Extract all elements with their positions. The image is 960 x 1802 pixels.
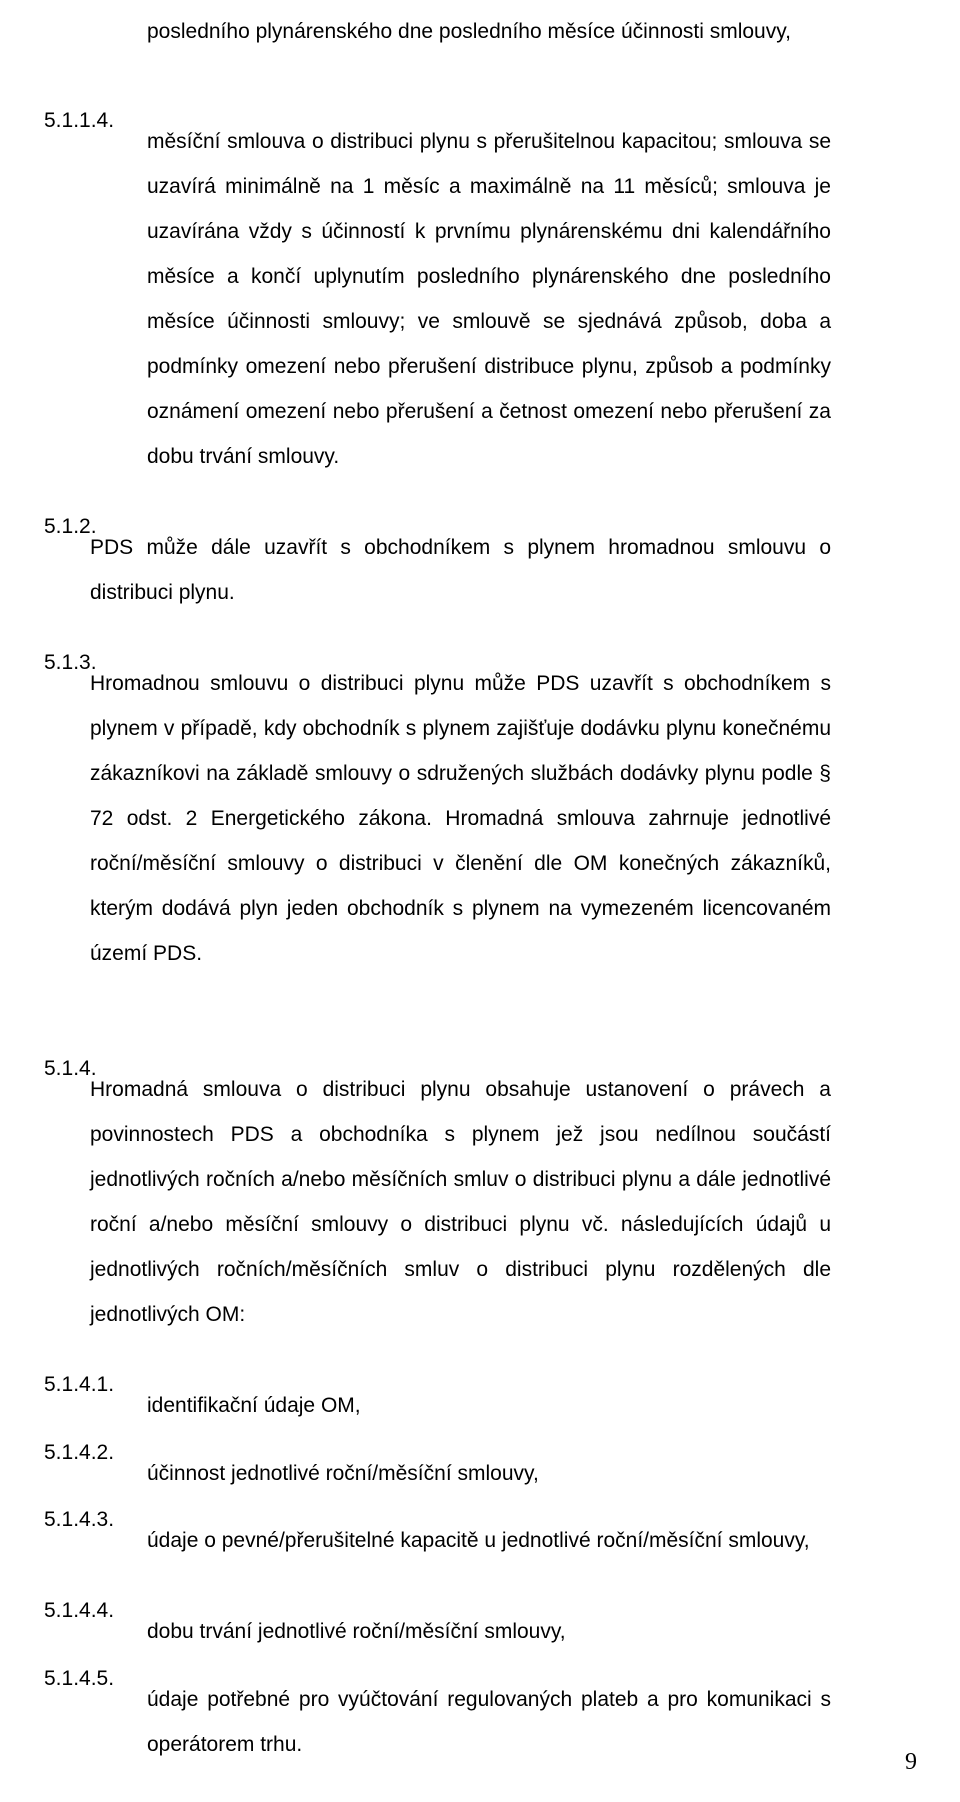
continuation-text: posledního plynárenského dne posledního měsíce účinnosti smlouvy, [147, 20, 792, 43]
clause-text-5-1-4: Hromadná smlouva o distribuci plynu obsahuje ustanovení o právech a povinnostech PDS a obchodníka s plynem jež jsou nedílnou součástí jednotlivých ročních a/nebo měsíčních smluv o distribuci plynu a dále jednotlivé roční a/nebo měsíční smlouvy o distribuci plynu vč. následujících údajů u jednotlivých ročních/měsíčních smluv o distribuci plynu rozdělených dle jednotlivých OM: [90, 1078, 831, 1326]
clause-number-5-1-4: 5.1.4. [44, 1057, 97, 1080]
clause-number-5-1-4-2: 5.1.4.2. [44, 1441, 115, 1464]
clause-number-5-1-4-1: 5.1.4.1. [44, 1373, 115, 1396]
clause-number-5-1-3: 5.1.3. [44, 651, 97, 674]
clause-number-5-1-4-5: 5.1.4.5. [44, 1667, 115, 1690]
page-number: 9 [905, 1749, 917, 1775]
clause-text-5-1-4-3: údaje o pevné/přerušitelné kapacitě u jednotlivé roční/měsíční smlouvy, [147, 1529, 810, 1552]
clause-text-5-1-4-2: účinnost jednotlivé roční/měsíční smlouvy, [147, 1462, 539, 1485]
clause-number-5-1-1-4: 5.1.1.4. [44, 109, 115, 132]
clause-number-5-1-4-4: 5.1.4.4. [44, 1599, 115, 1622]
clause-text-5-1-3: Hromadnou smlouvu o distribuci plynu může PDS uzavřít s obchodníkem s plynem v případě, kdy obchodník s plynem zajišťuje dodávku plynu konečnému zákazníkovi na základě smlouvy o sdružených službách dodávky plynu podle § 72 odst. 2 Energetického zákona. Hromadná smlouva zahrnuje jednotlivé roční/měsíční smlouvy o distribuci v členění dle OM konečných zákazníků, kterým dodává plyn jeden obchodník s plynem na vymezeném licencovaném území PDS. [90, 672, 831, 965]
clause-text-5-1-2: PDS může dále uzavřít s obchodníkem s plynem hromadnou smlouvu o distribuci plynu. [90, 536, 831, 604]
clause-text-5-1-4-5: údaje potřebné pro vyúčtování regulovaných plateb a pro komunikaci s operátorem trhu. [147, 1688, 831, 1756]
clause-number-5-1-2: 5.1.2. [44, 515, 97, 538]
clause-text-5-1-1-4: měsíční smlouva o distribuci plynu s přerušitelnou kapacitou; smlouva se uzavírá minimálně na 1 měsíc a maximálně na 11 měsíců; smlouva je uzavírána vždy s účinností k prvnímu plynárenskému dni kalendářního měsíce a končí uplynutím posledního plynárenského dne posledního měsíce účinnosti smlouvy; ve smlouvě se sjednává způsob, doba a podmínky omezení nebo přerušení distribuce plynu, způsob a podmínky oznámení omezení nebo přerušení a četnost omezení nebo přerušení za dobu trvání smlouvy. [147, 130, 831, 468]
clause-text-5-1-4-4: dobu trvání jednotlivé roční/měsíční smlouvy, [147, 1620, 566, 1643]
clause-number-5-1-4-3: 5.1.4.3. [44, 1508, 115, 1531]
clause-text-5-1-4-1: identifikační údaje OM, [147, 1394, 361, 1417]
